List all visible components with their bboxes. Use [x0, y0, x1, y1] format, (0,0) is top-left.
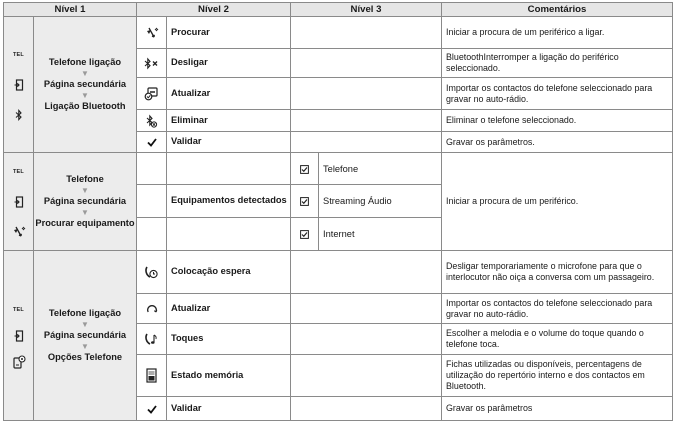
- arrow-down-icon: ▼: [81, 90, 89, 100]
- bluetooth-disconnect-icon: [144, 57, 159, 70]
- nav-step: Procurar equipamento: [35, 217, 135, 228]
- tel-icon: TEL: [13, 51, 24, 58]
- search-device-icon: [12, 225, 26, 239]
- level2-label[interactable]: Validar: [167, 132, 291, 153]
- level2-icon-cell: [137, 78, 167, 110]
- level1-icons-cell: [4, 251, 34, 421]
- level2-empty-cell: [167, 153, 291, 185]
- level2-icon-cell: [137, 324, 167, 355]
- ringtone-icon: [144, 332, 159, 347]
- level3-empty-cell: [291, 251, 442, 294]
- checkmark-icon: [147, 138, 157, 147]
- level2-icon-cell: [137, 153, 167, 185]
- update-contacts-icon: [144, 87, 159, 101]
- level1-nav-cell: [34, 17, 137, 153]
- call-hold-icon: [144, 265, 159, 280]
- level3-empty-cell: [291, 397, 442, 421]
- nav-step: Página secundária: [43, 330, 127, 341]
- arrow-down-icon: ▼: [81, 69, 89, 79]
- level3-icon-cell: [291, 153, 319, 185]
- level2-icon-cell: [137, 185, 167, 218]
- page-icon: [14, 79, 24, 91]
- nav-step: Página secundária: [43, 196, 127, 207]
- nav-step: Ligação Bluetooth: [44, 100, 126, 111]
- level3-label[interactable]: Internet: [319, 218, 442, 251]
- level2-label[interactable]: Atualizar: [167, 78, 291, 110]
- level2-label[interactable]: Eliminar: [167, 110, 291, 132]
- level1-icons-cell: [4, 17, 34, 153]
- level3-empty-cell: [291, 49, 442, 78]
- level2-icon-cell: [137, 294, 167, 324]
- level2-icon-cell: [137, 251, 167, 294]
- level1-icons-cell: [4, 153, 34, 251]
- level3-empty-cell: [291, 110, 442, 132]
- level2-icon-cell: [137, 397, 167, 421]
- tel-icon: TEL: [13, 306, 24, 313]
- page-icon: [14, 196, 24, 208]
- search-device-icon: [145, 26, 159, 40]
- level3-empty-cell: [291, 132, 442, 153]
- level3-empty-cell: [291, 294, 442, 324]
- header-nivel-3: Nível 3: [291, 3, 442, 17]
- nav-step: Opções Telefone: [47, 351, 123, 362]
- comment-cell: Gravar os parâmetros.: [442, 132, 673, 153]
- comment-cell: Gravar os parâmetros: [442, 397, 673, 421]
- level2-empty-cell: [167, 218, 291, 251]
- nav-step: Telefone ligação: [48, 308, 122, 319]
- level3-empty-cell: [291, 355, 442, 397]
- bluetooth-icon: [15, 109, 23, 121]
- level2-icon-cell: [137, 17, 167, 49]
- memory-status-icon: [145, 368, 158, 383]
- checkbox-checked-icon: [300, 165, 309, 174]
- nav-step: Página secundária: [43, 79, 127, 90]
- level3-icon-cell: [291, 218, 319, 251]
- comment-cell: Iniciar a procura de um periférico a ligar.: [442, 17, 673, 49]
- comment-cell: Escolher a melodia e o volume do toque quando o telefone toca.: [442, 324, 673, 355]
- level3-label[interactable]: Telefone: [319, 153, 442, 185]
- tel-icon: TEL: [13, 168, 24, 175]
- arrow-down-icon: ▼: [81, 341, 89, 351]
- level2-icon-cell: [137, 132, 167, 153]
- checkbox-checked-icon: [300, 230, 309, 239]
- nav-step: Telefone: [66, 174, 104, 185]
- table-row: [4, 153, 673, 185]
- comment-cell: Importar os contactos do telefone seleccionado para gravar no auto-rádio.: [442, 78, 673, 110]
- checkbox-checked-icon: [300, 197, 309, 206]
- level2-label[interactable]: Colocação espera: [167, 251, 291, 294]
- level3-icon-cell: [291, 185, 319, 218]
- comment-cell: Importar os contactos do telefone seleccionado para gravar no auto-rádio.: [442, 294, 673, 324]
- level2-label[interactable]: Estado memória: [167, 355, 291, 397]
- comment-cell: Iniciar a procura de um periférico.: [442, 153, 673, 251]
- level3-empty-cell: [291, 324, 442, 355]
- telephone-menu-table: [3, 2, 673, 421]
- header-comentarios: Comentários: [442, 3, 673, 17]
- comment-cell: Fichas utilizadas ou disponíveis, percentagens de utilização do repertório interno e dos contactos em Bluetooth.: [442, 355, 673, 397]
- table-row: [4, 251, 673, 294]
- phone-options-icon: [12, 355, 26, 369]
- level1-nav-cell: [34, 153, 137, 251]
- level2-label[interactable]: Toques: [167, 324, 291, 355]
- header-row: [4, 3, 673, 17]
- level2-icon-cell: [137, 110, 167, 132]
- header-nivel-1: Nível 1: [4, 3, 137, 17]
- level2-label[interactable]: Validar: [167, 397, 291, 421]
- arrow-down-icon: ▼: [81, 207, 89, 217]
- bluetooth-delete-icon: [145, 114, 158, 128]
- refresh-icon: [146, 303, 158, 315]
- page-icon: [14, 330, 24, 342]
- nav-step: Telefone ligação: [48, 57, 122, 68]
- level2-label[interactable]: Equipamentos detectados: [167, 185, 291, 218]
- level2-icon-cell: [137, 49, 167, 78]
- level3-empty-cell: [291, 78, 442, 110]
- level2-icon-cell: [137, 218, 167, 251]
- header-nivel-2: Nível 2: [137, 3, 291, 17]
- level2-label[interactable]: Procurar: [167, 17, 291, 49]
- arrow-down-icon: ▼: [81, 186, 89, 196]
- checkmark-icon: [147, 405, 157, 414]
- level2-label[interactable]: Atualizar: [167, 294, 291, 324]
- level2-icon-cell: [137, 355, 167, 397]
- level3-label[interactable]: Streaming Áudio: [319, 185, 442, 218]
- arrow-down-icon: ▼: [81, 320, 89, 330]
- level1-nav-cell: [34, 251, 137, 421]
- comment-cell: Desligar temporariamente o microfone para que o interlocutor não oiça a conversa com um passageiro.: [442, 251, 673, 294]
- level3-empty-cell: [291, 17, 442, 49]
- table-row: [4, 17, 673, 49]
- comment-cell: BluetoothInterromper a ligação do periférico seleccionado.: [442, 49, 673, 78]
- comment-cell: Eliminar o telefone seleccionado.: [442, 110, 673, 132]
- level2-label[interactable]: Desligar: [167, 49, 291, 78]
